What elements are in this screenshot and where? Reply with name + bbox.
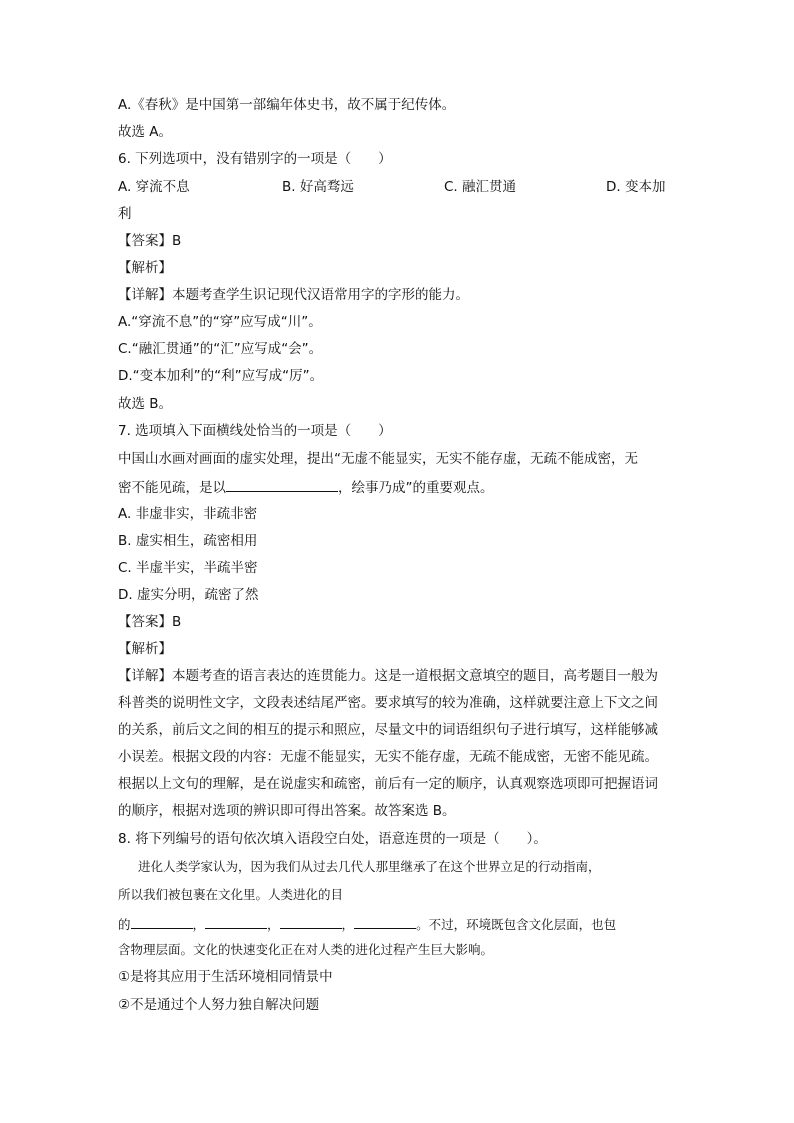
q6-explain-c: C.“融汇贯通”的“汇”应写成“会”。 [118,341,323,357]
q7-passage-line: 中国山水画对画面的虚实处理，提出“无虚不能显实，无实不能存虚，无疏不能成密，无 [118,451,638,467]
question-8-stem: 8. 将下列编号的语句依次填入语段空白处，语意连贯的一项是（ ）。 [118,831,547,847]
q6-option-d-cont: 利 [118,206,132,222]
q7-option-d: D. 虚实分明，疏密了然 [118,587,259,603]
q6-option-d: D. 变本加 [606,179,666,195]
q6-option-c: C. 融汇贯通 [444,179,517,195]
q7-detail-line: 的关系，前后文之间的相互的提示和照应，尽量文中的词语组织句子进行填写，这样能够减 [118,722,658,738]
q8-item-1: ①是将其应用于生活环境相同情景中 [118,969,333,985]
text-line: A.《春秋》是中国第一部编年体史书，故不属于纪传体。 [118,97,456,113]
q6-select: 故选 B。 [118,396,173,412]
q6-option-a: A. 穿流不息 [118,179,190,195]
q7-detail-line: 小误差。根据文段的内容：无虚不能显实，无实不能存虚，无疏不能成密，无密不能见疏。 [118,749,658,765]
q7-detail-line: 科普类的说明性文字，文段表述结尾严密。要求填写的较为准确，这样就要注意上下文之间 [118,695,658,711]
question-6-stem: 6. 下列选项中，没有错别字的一项是（ ） [118,151,392,167]
fill-blank [205,914,267,929]
q8-text-part: ， [192,917,206,932]
q7-detail-line: 根据以上文句的理解，是在说虚实和疏密，前后有一定的顺序，认真观察选项即可把握语词 [118,776,658,792]
text-line: 故选 A。 [118,124,173,140]
q6-detail: 【详解】本题考查学生识记现代汉语常用字的字形的能力。 [118,287,469,303]
q8-text-part: 的 [118,917,131,932]
q8-text-part: 。不过，环境既包含文化层面，也包 [416,917,617,932]
fill-blank [131,914,193,929]
q7-detail-line: 【详解】本题考查的语言表达的连贯能力。这是一道根据文意填空的题目，高考题目一般为 [118,668,658,684]
q8-text-part: ， [341,917,355,932]
q8-passage-line: 含物理层面。文化的快速变化正在对人类的进化过程产生巨大影响。 [118,942,494,957]
q8-passage-line: 所以我们被包裹在文化里。人类进化的目 [118,887,344,902]
q7-option-b: B. 虚实相生，疏密相用 [118,533,258,549]
q6-analysis-label: 【解析】 [118,260,172,276]
q7-passage-line [118,477,494,497]
q7-option-c: C. 半虚半实，半疏半密 [118,560,258,576]
fill-blank [280,914,342,929]
q7-option-a: A. 非虚非实，非疏非密 [118,506,258,522]
fill-blank [226,477,338,492]
q6-explain-a: A.“穿流不息”的“穿”应写成“川”。 [118,314,322,330]
q8-item-2: ②不是通过个人努力独自解决问题 [118,997,320,1013]
q6-explain-d: D.“变本加利”的“利”应写成“厉”。 [118,368,324,384]
q6-option-b: B. 好高骛远 [282,179,354,195]
q8-passage-line [118,914,616,934]
q8-text-part: ， [267,917,280,932]
q6-answer: 【答案】B [118,233,182,249]
q7-analysis-label: 【解析】 [118,641,172,657]
q7-text-part: 密不能见疏，是以 [118,480,226,496]
question-7-stem: 7. 选项填入下面横线处恰当的一项是（ ） [118,423,392,439]
q8-passage-line: 进化人类学家认为，因为我们从过去几代人那里继承了在这个世界立足的行动指南， [138,859,601,874]
q7-text-part: ，绘事乃成”的重要观点。 [338,480,494,496]
q7-answer: 【答案】B [118,614,182,630]
q7-detail-line: 的顺序，根据对选项的辨识即可得出答案。故答案选 B。 [118,803,456,819]
fill-blank [354,914,416,929]
